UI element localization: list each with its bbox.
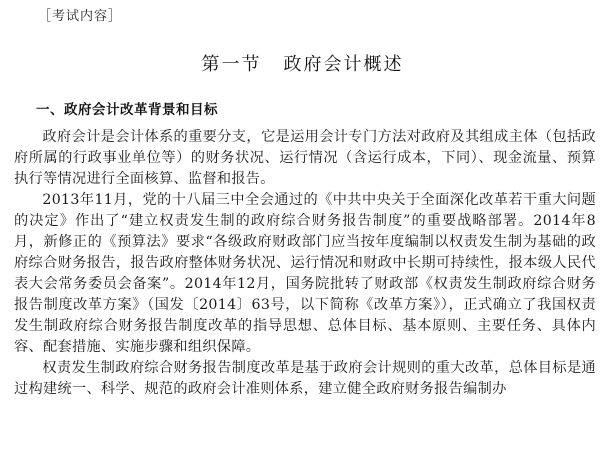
section-number: 第一节: [201, 54, 262, 75]
body-text: [14, 127, 596, 400]
paragraph: 政府会计是会计体系的重要分支，它是运用会计专门方法对政府及其组成主体（包括政府所属的行政事业单位等）的财务状况、运行情况（含运行成本，下同）、现金流量、预算执行等情况进行全面核算、监督和报告。: [14, 129, 596, 187]
paragraph: 权责发生制政府综合财务报告制度改革是基于政府会计规则的重大改革，总体目标是通过构建统一、科学、规范的政府会计准则体系，建立健全政府财务报告编制办: [14, 360, 596, 397]
section-name: 政府会计概述: [283, 54, 404, 75]
paragraph: 2013年11月，党的十八届三中全会通过的《中共中央关于全面深化改革若干重大问题的决定》作出了“建立权责发生制的政府综合财务报告制度”的重要战略部署。2014年8月，新修正的《预算法》要求“各级政府财政部门应当按年度编制以权责发生制为基础的政府综合财务报告，报告政府整体财务状况、运行情况和财政中长期可持续性，报本级人民代表大会常务委员会备案”。2014年12月，国务院批转了财政部《权责发生制政府综合财务报告制度改革方案》（国发〔2014〕63号，以下简称《改革方案》），正式确立了我国权责发生制政府综合财务报告制度改革的指导思想、总体目标、基本原则、主要任务、具体内容、配套措施、实施步骤和组织保障。: [14, 192, 596, 355]
section-title: [0, 50, 605, 76]
exam-content-label: ［考试内容］: [38, 9, 123, 24]
subsection-heading: 一、政府会计改革背景和目标: [36, 102, 218, 118]
